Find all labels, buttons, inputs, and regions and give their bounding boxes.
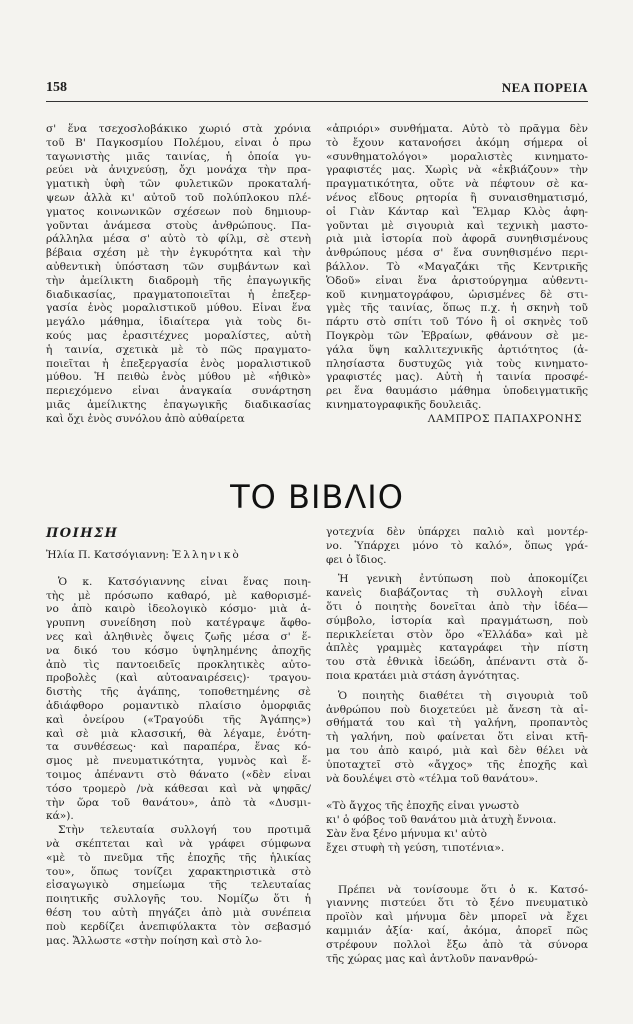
text-line: κά»). bbox=[46, 810, 74, 823]
text-line: Ὁδοῦ» εἶναι ἕνα ἀριστούργημα αὐθεντι- bbox=[326, 274, 588, 287]
text-line: ταγωνιστὴς μιᾶς ταινίας, ἡ ὁποία γυ- bbox=[46, 150, 311, 163]
text-line: ποιεῖται ἡ ἐπεξεργασία ἑνὸς μοραλιστικοῦ bbox=[46, 357, 311, 370]
text-line: ποια κρατάει μιὰ στάση ἀγνότητας. bbox=[326, 669, 520, 682]
text-line: στρέφουν πολλοὶ ἔξω ἀπὸ τὰ σύνορα bbox=[326, 938, 588, 951]
poem-quote bbox=[326, 800, 588, 855]
text-line: βέβαια σχέση μὲ τὴν ἐγκυρότητα καὶ τὴν bbox=[46, 247, 311, 260]
text-line: γραφιστές μας). Αὐτὴ ἡ ταινία προσφέ- bbox=[326, 371, 588, 384]
review-paragraph bbox=[326, 573, 588, 683]
text-line: Ἡ γενικὴ ἐντύπωση ποὺ ἀποκομίζει bbox=[338, 573, 588, 586]
text-line: μα του ἀπὸ καιρό, μιὰ καὶ δὲν θέλει νὰ bbox=[326, 744, 588, 757]
text-line: ποιητικῆς συλλογῆς του. Νομίζω ὅτι ἡ bbox=[46, 893, 311, 906]
text-line: ἁπλὲς γραμμὲς καταγράφει τὴν πίστη bbox=[326, 642, 588, 655]
text-line: καμμιάν ἀξία· καί, ἀκόμα, ἀπορεῖ πῶς bbox=[326, 924, 588, 937]
text-line: τὴς μὲ πρόσωπο καθαρό, μὲ καθορισμέ- bbox=[46, 589, 311, 602]
text-line: γρυπνη συνείδηση ποὺ κατέγραψε ἄφθο- bbox=[46, 617, 311, 630]
text-line: «ἀπριόρι» συνθήματα. Αὐτὸ τὸ πρᾶγμα δὲν bbox=[326, 123, 588, 135]
header-rule bbox=[46, 101, 588, 102]
text-line: Στὴν τελευταία συλλογή του προτιμᾶ bbox=[58, 824, 311, 837]
text-line: τοῦ Β' Παγκοσμίου Πολέμου, εἶναι ὁ πρω bbox=[46, 136, 311, 149]
text-line: γραφιστές μας. Χωρὶς νὰ «ἐκβιάζουν» τὴν bbox=[326, 164, 588, 177]
text-line: πραγματικότητα, οὔτε νὰ πέφτουν σὲ κα- bbox=[326, 178, 588, 191]
text-line: προβολὲς (καὶ αὐτοαναιρέσεις)· τραγου- bbox=[46, 672, 311, 685]
text-line: νο. Ὑπάρχει μόνο τὸ καλό», ὅπως γρά- bbox=[326, 539, 588, 552]
text-line: τὴν ἀμείλικτη διαδρομὴ τῆς ἐπαγωγικῆς bbox=[46, 274, 311, 287]
text-line: κινηματογραφικῆς δουλειᾶς. bbox=[326, 398, 482, 411]
text-line: ὅτι ὁ ποιητὴς δονεῖται ἀπὸ τὴν ἰδέα— bbox=[326, 600, 588, 613]
text-line: γοῦνται ἀνάμεσα στοὺς ἀνθρώπους. Πα- bbox=[46, 219, 311, 232]
text-line: διαδικασίας, πραγματοποιεῖται ἡ ἐπεξερ- bbox=[46, 288, 311, 301]
text-line: κανεὶς διαβάζοντας τὴ συλλογὴ εἶναι bbox=[326, 587, 588, 600]
book-review-left-body bbox=[46, 576, 311, 949]
text-line: περιεχόμενο εἶναι ἀναγκαία συνάρτηση bbox=[46, 385, 311, 398]
text-line: τα συνθέσεως· καὶ παραπέρα, ἕνας κό- bbox=[46, 741, 311, 754]
text-line: τόσο τρομερὸ /νὰ κάθεσαι καὶ νὰ ψηφᾶς/ bbox=[46, 782, 311, 795]
text-line: σθήματά του καὶ τὴ γαλήνη, προπαντὸς bbox=[326, 717, 588, 730]
text-line: σμος μὲ πνευματικότητα, γυμνὸς καὶ ἕ- bbox=[46, 755, 311, 768]
text-line: γμὲς τῆς ταινίας, ὅπως π.χ. ἡ σκηνὴ τοῦ bbox=[326, 302, 588, 315]
text-line: αὐθεντικὴ ὑπόσταση τῶν συμβάντων καὶ bbox=[46, 260, 311, 273]
text-line: ριὰ μιὰ ἱστορία ποὺ ἀφορᾶ συνηθισμένους bbox=[326, 233, 588, 246]
book-citation bbox=[46, 549, 311, 563]
text-line: «μὲ τὸ πνεῦμα τῆς ἐποχῆς τῆς ἡλικίας bbox=[46, 851, 311, 864]
text-line: καὶ σὲ μιὰ κλασσική, θὰ λέγαμε, ἑνότη- bbox=[46, 727, 311, 740]
author-signature: ΛΑΜΠΡΟΣ ΠΑΠΑΧΡΟΝΗΣ bbox=[427, 412, 582, 425]
text-line: νὰ δουλέψει στὸ «τέλμα τοῦ θανάτου». bbox=[326, 772, 539, 785]
text-line: κι' ὁ φόβος τοῦ θανάτου μιὰ ἀτυχὴ ἔννοια. bbox=[326, 814, 557, 827]
text-line: καὶ ὀνείρου («Τραγούδι τῆς Ἀγάπης») bbox=[46, 713, 311, 726]
book-title: Ἐλληνικὸ bbox=[172, 549, 241, 561]
text-line: διστὴς τῆς ἀγάπης, τοποθετημένης σὲ bbox=[46, 686, 311, 699]
text-line: Ὁ κ. Κατσόγιαννης εἶναι ἕνας ποιη- bbox=[58, 575, 311, 588]
text-line: ἔχει στυφὴ τὴ γεύση, τιποτένια». bbox=[326, 841, 505, 854]
text-line: γματος κοινωνικῶν σχέσεων ποὺ δημιουρ- bbox=[46, 205, 311, 218]
text-line: γάλα ὕψη καλλιτεχνικῆς ἀρτιότητος (ἀ- bbox=[326, 343, 588, 356]
journal-title: ΝΕΑ ΠΟΡΕΙΑ bbox=[501, 80, 588, 95]
text-line: περικλείεται στὸν ὅρο «Ἑλλάδα» καὶ μὲ bbox=[326, 628, 588, 641]
text-line: «Τὸ ἄγχος τῆς ἐποχῆς εἶναι γνωστὸ bbox=[326, 800, 520, 813]
text-line: γιαννης πιστεύει ὅτι τὸ ξένο πνευματικὸ bbox=[326, 897, 588, 910]
text-line: πάρτυ στὸ σπίτι τοῦ Τόνο ἢ οἱ σκηνὲς τοῦ bbox=[326, 316, 588, 329]
text-line: προϊὸν καὶ μήνυμα δὲν μπορεῖ νὰ ἔχει bbox=[326, 911, 588, 924]
text-line: νο ἀπὸ καιρὸ ἰδεολογικὸ κόσμο· μιὰ ἀ- bbox=[46, 603, 311, 616]
text-line: κούς μας ἐρασιτέχνες μοραλίστες, αὐτὴ bbox=[46, 329, 311, 342]
book-review-left-column bbox=[46, 549, 311, 948]
text-line: ρει ἕνα θαυμάσιο μάθημα ὑποδειγματικῆς bbox=[326, 385, 588, 398]
text-line: ἀνθρώπους μέσα σ' ἕνα συνηθισμένο περι- bbox=[326, 247, 588, 260]
book-review-right-column bbox=[326, 526, 588, 966]
text-line: μιᾶς ἀμείλικτης ἐπαγωγικῆς διαδικασίας bbox=[46, 398, 311, 411]
text-line: γοῦνται μὲ σιγουριὰ καὶ τεχνικὴ μαστο- bbox=[326, 219, 588, 232]
text-line: του», ὅπως τονίζει χαρακτηριστικὰ στὸ bbox=[46, 865, 311, 878]
text-line: τὴ γαλήνη, ποὺ φαίνεται ὅτι εἶναι κτῆ- bbox=[326, 731, 588, 744]
film-review-right-column bbox=[326, 123, 588, 427]
text-line: του στὰ ἐθνικὰ ἰδεώδη, ἀπέναντι στὰ ὅ- bbox=[326, 656, 588, 669]
text-line: εἰσαγωγικὸ σημείωμα τῆς τελευταίας bbox=[46, 879, 311, 892]
text-line: Πογκρὸμ τῶν Ἑβραίων, φθάνουν σὲ με- bbox=[326, 329, 588, 342]
text-line: νες καὶ ἀληθινὲς ὄψεις ζωῆς μέσα σ' ἕ- bbox=[46, 630, 311, 643]
film-review-left-column bbox=[46, 123, 311, 427]
text-line: ρεύει νὰ ἀνιχνεύσῃ, ὄχι μονάχα τὴν πρα- bbox=[46, 164, 311, 177]
text-line: οἱ Γιὰν Κάνταρ καὶ Ἔλμαρ Κλὸς ἀφη- bbox=[326, 205, 588, 218]
page-header bbox=[46, 80, 588, 98]
review-paragraph bbox=[326, 526, 588, 567]
text-line: ὑποταχτεῖ στὸ «ἄγχος» τῆς ἐποχῆς καὶ bbox=[326, 758, 588, 771]
text-line: μας. Ἄλλωστε «στὴν ποίηση καὶ στὸ λο- bbox=[46, 934, 262, 947]
text-line: ποὺ κερδίζει ἀνεπιφύλακτα τὸν σεβασμό bbox=[46, 920, 311, 933]
book-author: Ἠλία Π. Κατσόγιαννη: bbox=[46, 549, 169, 561]
text-line: τοιμος ἀπέναντι στὸ θάνατο («δὲν εἶναι bbox=[46, 768, 311, 781]
page-number: 158 bbox=[46, 80, 67, 95]
text-line: τὴν ὥρα τοῦ θανάτου», ἀπὸ τὰ «Δυσμι- bbox=[46, 796, 311, 809]
text-line: θέση του αὐτὴ πηγάζει ἀπὸ μιὰ συνέπεια bbox=[46, 906, 311, 919]
text-line: τὸ ἔχουν κατανοήσει ἀκόμη σήμερα οἱ bbox=[326, 136, 588, 149]
text-line: βάλλον. Τὸ «Μαγαζάκι τῆς Κεντρικῆς bbox=[326, 260, 588, 273]
text-line: ψεων ἀλλὰ κι' αὐτοῦ τοῦ πολύπλοκου πλέ- bbox=[46, 191, 311, 204]
text-line: μεγάλο μάθημα, ἰδιαίτερα γιὰ τοὺς δι- bbox=[46, 316, 311, 329]
text-line: πλησίαστα δυστυχῶς γιὰ τοὺς κινηματο- bbox=[326, 357, 588, 370]
text-line: κοῦ κινηματογράφου, ὡρισμένες δὲ στι- bbox=[326, 288, 588, 301]
text-line: «συνθηματολόγοι» μοραλιστὲς κινηματο- bbox=[326, 150, 588, 163]
review-paragraph bbox=[326, 690, 588, 787]
review-paragraph bbox=[326, 884, 588, 967]
text-line: σύμβολο, ἱστορία καὶ πραγμάτωση, ποὺ bbox=[326, 614, 588, 627]
text-line: Ὁ ποιητὴς διαθέτει τὴ σιγουριὰ τοῦ bbox=[338, 689, 588, 702]
text-line: ἀνθρώπου ποὺ διοχετεύει μὲ ἄνεση τὰ αἰ- bbox=[326, 703, 588, 716]
section-subheading: ΠΟΙΗΣΗ bbox=[46, 526, 119, 541]
text-line: μύθου. Ἡ πειθὼ ἑνὸς μύθου μὲ «ἠθικὸ» bbox=[46, 371, 311, 384]
text-line: γματικὴ ὑφὴ τῶν φυλετικῶν προκαταλή- bbox=[46, 178, 311, 191]
text-line: ἀδιάφθορο ρομαντικὸ πλαίσιο ὀμορφιᾶς bbox=[46, 699, 311, 712]
text-line: Πρέπει νὰ τονίσουμε ὅτι ὁ κ. Κατσό- bbox=[338, 883, 588, 896]
text-line: να δικό του κόσμο ὑψηλημένης ἀποχῆς bbox=[46, 644, 311, 657]
text-line: νένος εἴδους ρητορία ἢ συναισθηματισμό, bbox=[326, 191, 588, 204]
text-line: Σὰν ἕνα ξένο μήνυμα κι' αὐτὸ bbox=[326, 827, 488, 840]
text-line: σ' ἕνα τσεχοσλοβάκικο χωριό στὰ χρόνια bbox=[46, 123, 311, 135]
text-line: ἀπὸ τὶς παντοειδεῖς προκλητικὲς αὐτο- bbox=[46, 658, 311, 671]
text-line: νὰ σκέπτεται καὶ νὰ γράφει σύμφωνα bbox=[46, 837, 311, 850]
text-line: τῆς χώρας μας καὶ ἀντλοῦν πανανθρώ- bbox=[326, 952, 538, 965]
text-line: καὶ ὄχι ἑνὸς συνόλου ἀπὸ αὐθαίρετα bbox=[46, 412, 245, 425]
text-line: γοτεχνία δὲν ὑπάρχει παλιὸ καὶ μοντέρ- bbox=[326, 526, 588, 538]
text-line: ράλληλα μέσα σ' αὐτὸ τὸ φίλμ, σὲ στενὴ bbox=[46, 233, 311, 246]
text-line: γασία ἑνὸς μοραλιστικοῦ μύθου. Εἶναι ἕνα bbox=[46, 302, 311, 315]
section-title: ΤΟ ΒΙΒΛΙΟ bbox=[230, 478, 404, 516]
text-line: ἡ ταινία, σχετικὰ μὲ τὸ πῶς πραγματο- bbox=[46, 343, 311, 356]
text-line: φει ὁ ἴδιος. bbox=[326, 553, 387, 566]
